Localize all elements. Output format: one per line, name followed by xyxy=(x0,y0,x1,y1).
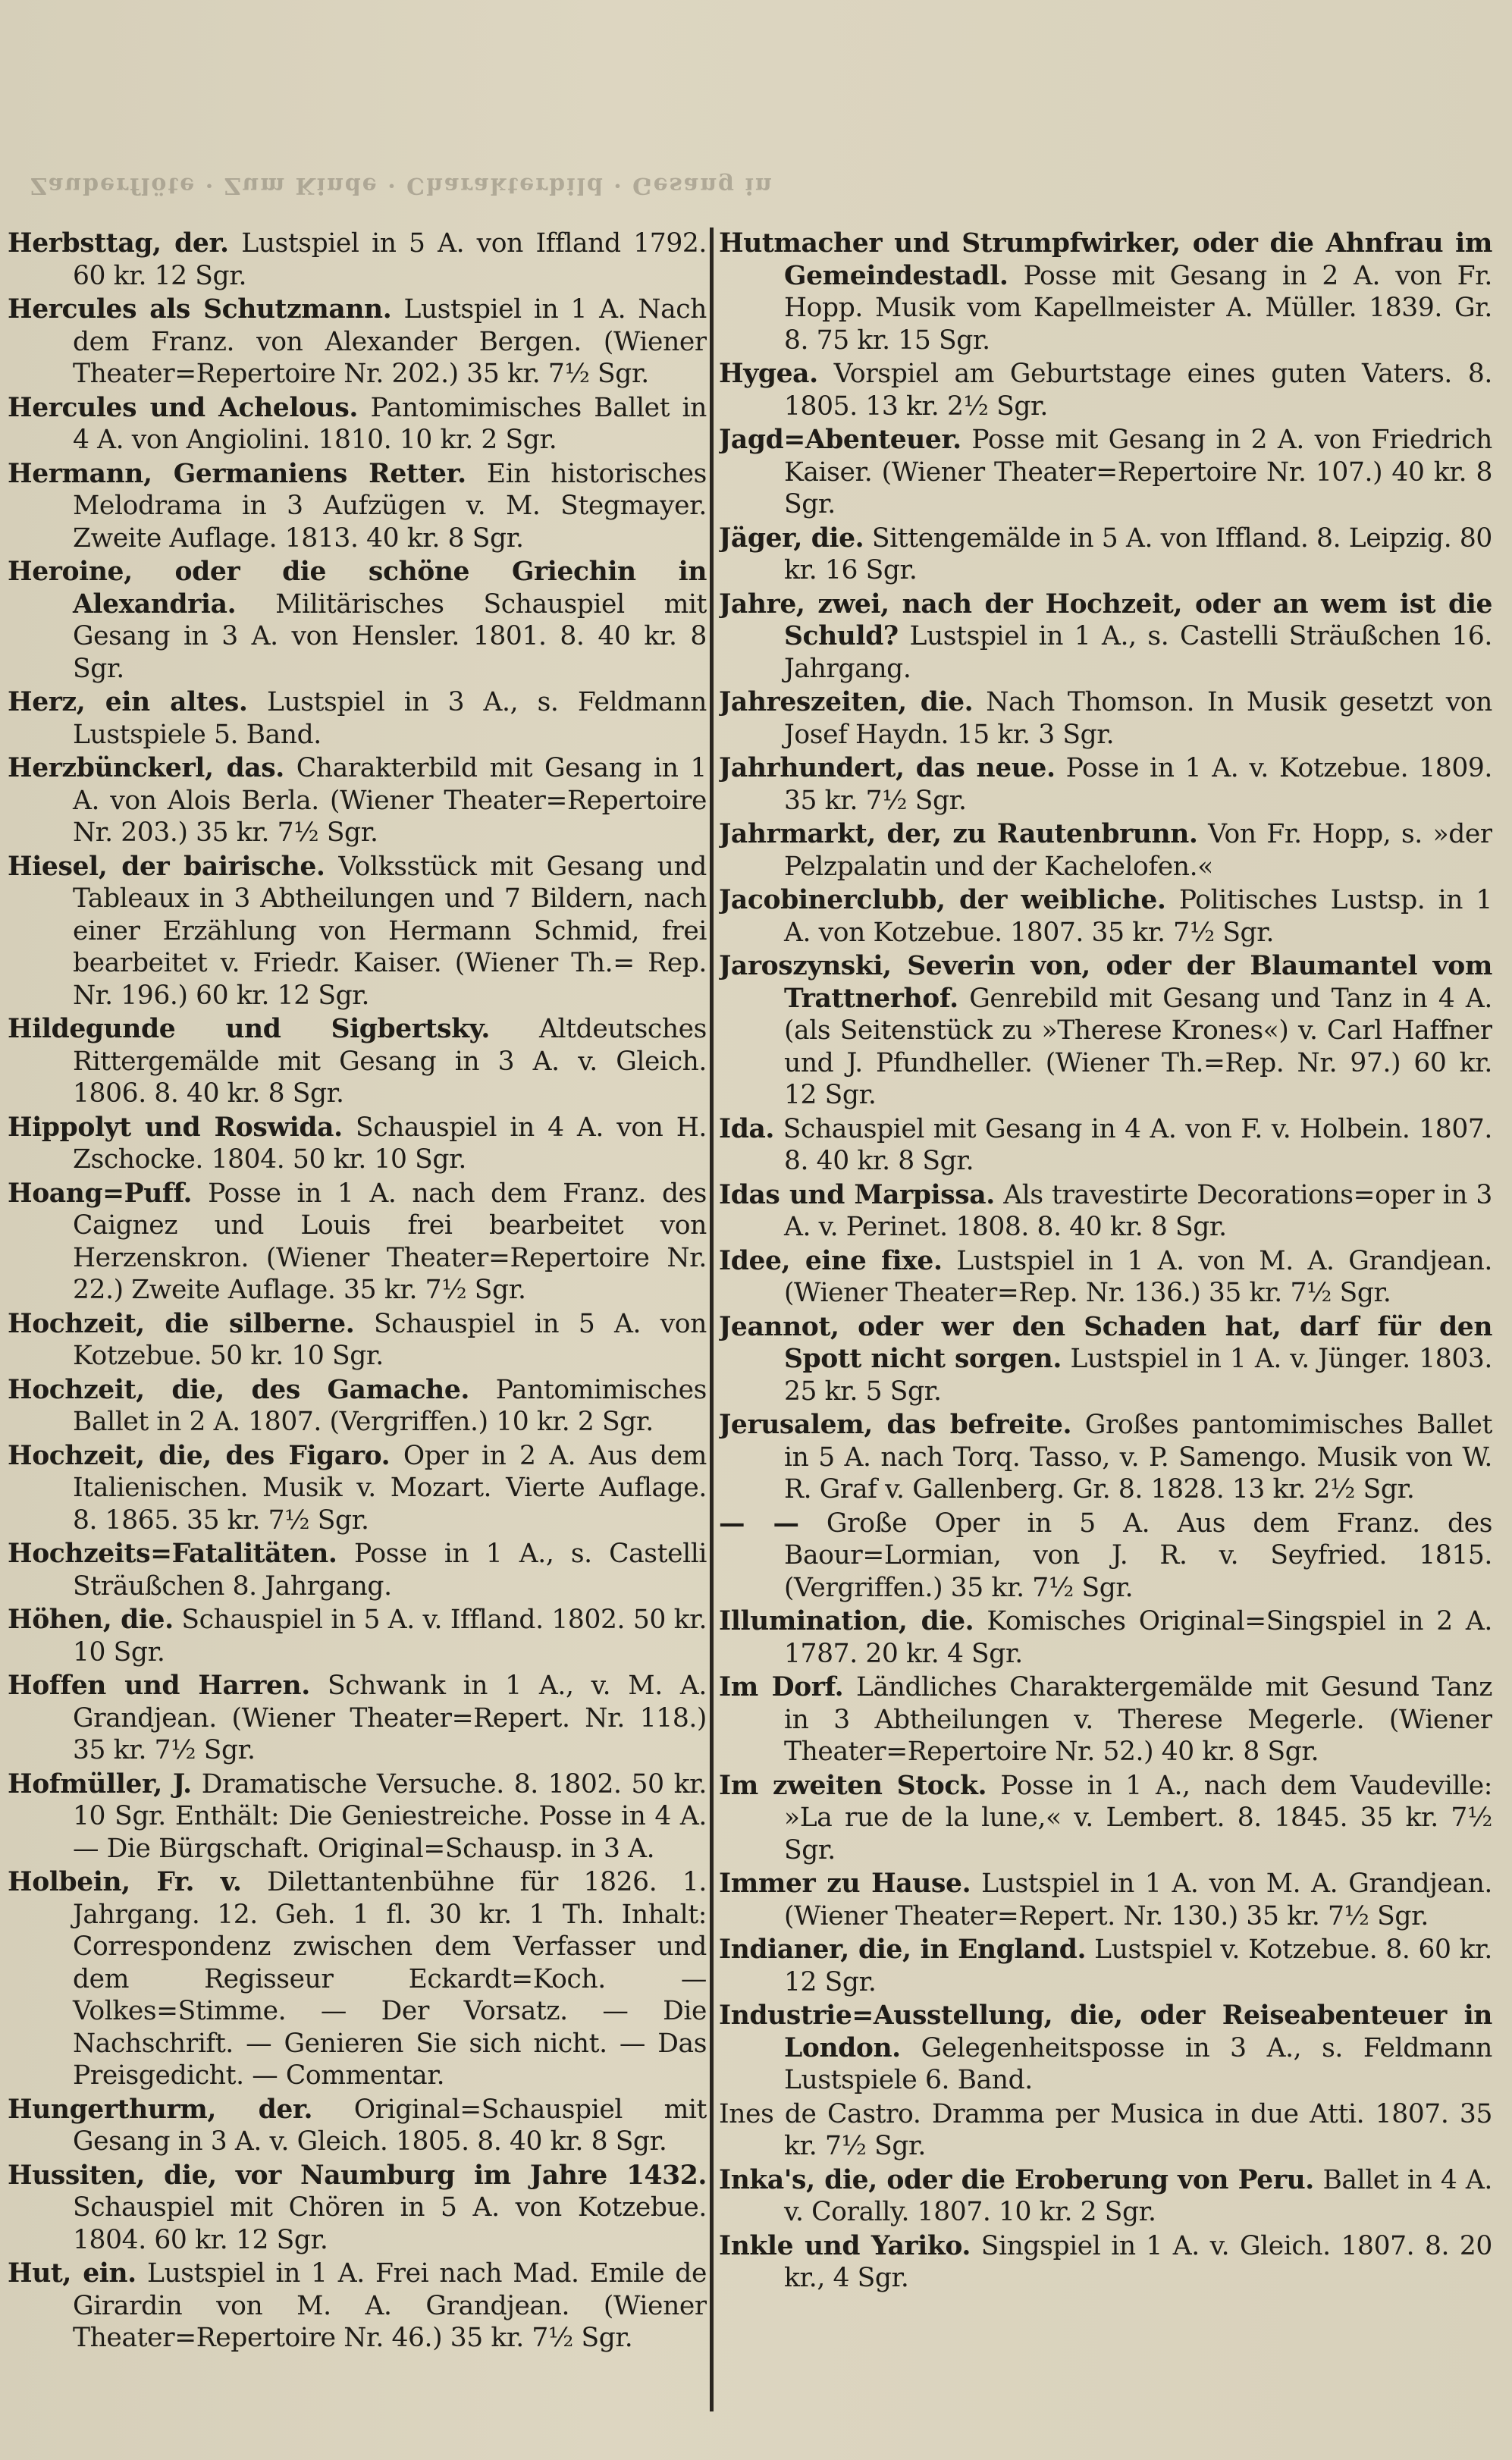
entry-description: Großes pantomimisches Ballet in 5 A. nach Torq. Tasso, v. P. Samengo. Musik von W. R. Graf v. Gallenberg. Gr. 8. 1828. 13 kr. 2½ Sgr. xyxy=(784,1410,1492,1505)
catalog-entry xyxy=(8,1440,707,1537)
entry-headword: Hippolyt und Roswida. xyxy=(8,1112,343,1143)
entry-headword: Hut, ein. xyxy=(8,2258,136,2289)
entry-description: Sittengemälde in 5 A. von Iffland. 8. Leipzig. 80 kr. 16 Sgr. xyxy=(784,522,1492,585)
entry-headword: Hutmacher und Strumpfwirker, oder die Ahnfrau im Gemeindestadl. xyxy=(719,228,1492,291)
running-head-bleedthrough: Zauberflöte · Zum Kinde · Charakterbild · Gesang in xyxy=(30,172,773,199)
catalog-entry xyxy=(8,851,707,1012)
entry-headword: Jahre, zwei, nach der Hochzeit, oder an wem ist die Schuld? xyxy=(719,588,1492,651)
entry-headword: Hussiten, die, vor Naumburg im Jahre 1432. xyxy=(8,2160,707,2191)
entry-headword: Immer zu Hause. xyxy=(719,1869,971,1899)
entry-description: Schauspiel in 5 A. von Kotzebue. 50 kr. 10 Sgr. xyxy=(73,1308,707,1371)
catalog-entry xyxy=(8,686,707,751)
catalog-entry xyxy=(719,1179,1492,1244)
catalog-entry xyxy=(719,588,1492,686)
catalog-entry xyxy=(8,2094,707,2158)
catalog-entry xyxy=(719,1770,1492,1867)
entry-headword: Jahreszeiten, die. xyxy=(719,687,974,717)
entry-headword: Industrie=Ausstellung, die, oder Reiseabenteuer in London. xyxy=(719,2000,1492,2063)
catalog-entry xyxy=(8,1538,707,1602)
entry-headword: Idee, eine fixe. xyxy=(719,1245,943,1276)
catalog-entry xyxy=(719,1409,1492,1506)
catalog-entry xyxy=(719,424,1492,521)
entry-headword: Hercules als Schutzmann. xyxy=(8,294,392,325)
catalog-entry xyxy=(8,1013,707,1110)
catalog-entry xyxy=(8,752,707,849)
entry-description: Lustspiel in 1 A., s. Castelli Sträußchen 16. Jahrgang. xyxy=(784,621,1492,684)
entry-headword: Im zweiten Stock. xyxy=(719,1770,987,1801)
entry-description: Lustspiel in 3 A., s. Feldmann Lustspiele 5. Band. xyxy=(73,687,707,750)
entry-headword: Jacobinerclubb, der weibliche. xyxy=(719,885,1166,915)
catalog-entry xyxy=(719,752,1492,817)
entry-description: Lustspiel in 1 A. von M. A. Grandjean. (Wiener Theater=Repert. Nr. 130.) 35 kr. 7½ Sgr. xyxy=(784,1869,1492,1931)
entry-headword: Hochzeit, die, des Gamache. xyxy=(8,1374,470,1405)
entry-headword: Jahrmarkt, der, zu Rautenbrunn. xyxy=(719,819,1198,849)
right-column xyxy=(719,227,1492,2396)
catalog-entry xyxy=(8,227,707,292)
entry-headword: Illumination, die. xyxy=(719,1606,974,1636)
catalog-entry xyxy=(719,686,1492,751)
entry-description: Dramatische Versuche. 8. 1802. 50 kr. 10 Sgr. Enthält: Die Geniestreiche. Posse in 4 A. — Die Bürgschaft. Original=Schausp. in 3 A. xyxy=(73,1768,707,1864)
entry-headword: Herzbünckerl, das. xyxy=(8,753,284,783)
entry-description: Ein historisches Melodrama in 3 Aufzügen v. M. Stegmayer. Zweite Auflage. 1813. 40 kr. 8 Sgr. xyxy=(73,458,707,554)
entry-headword: Hiesel, der bairische. xyxy=(8,851,325,882)
catalog-entry xyxy=(719,1605,1492,1670)
entry-description: Schwank in 1 A., v. M. A. Grandjean. (Wiener Theater=Repert. Nr. 118.) 35 kr. 7½ Sgr. xyxy=(73,1671,707,1765)
catalog-entry xyxy=(719,2164,1492,2229)
entry-description: Posse in 1 A. v. Kotzebue. 1809. 35 kr. 7½ Sgr. xyxy=(784,753,1492,816)
catalog-entry xyxy=(8,392,707,457)
entry-description: Politisches Lustsp. in 1 A. von Kotzebue. 1807. 35 kr. 7½ Sgr. xyxy=(784,885,1492,948)
catalog-entry xyxy=(719,2098,1492,2163)
entry-description: Schauspiel in 4 A. von H. Zschocke. 1804. 50 kr. 10 Sgr. xyxy=(73,1112,707,1175)
entry-description: Posse mit Gesang in 2 A. von Friedrich Kaiser. (Wiener Theater=Repertoire Nr. 107.) 40 kr. 8 Sgr. xyxy=(784,425,1492,519)
entry-description: Lustspiel in 1 A. von M. A. Grandjean. (Wiener Theater=Rep. Nr. 136.) 35 kr. 7½ Sgr. xyxy=(784,1245,1492,1308)
entry-headword: Hildegunde und Sigbertsky. xyxy=(8,1014,490,1044)
entry-headword: Indianer, die, in England. xyxy=(719,1934,1087,1965)
entry-description: Original=Schauspiel mit Gesang in 3 A. v. Gleich. 1805. 8. 40 kr. 8 Sgr. xyxy=(73,2094,707,2157)
catalog-entry xyxy=(719,1934,1492,1998)
catalog-entry xyxy=(719,818,1492,883)
entry-description: Ländliches Charaktergemälde mit Gesund Tanz in 3 Abtheilungen v. Therese Megerle. (Wiener Theater=Repertoire Nr. 52.) 40 kr. 8 Sgr. xyxy=(784,1672,1492,1767)
entry-description: Lustspiel in 1 A. Nach dem Franz. von Alexander Bergen. (Wiener Theater=Repertoire Nr. 202.) 35 kr. 7½ Sgr. xyxy=(73,294,707,389)
entry-headword: Jäger, die. xyxy=(719,522,864,554)
catalog-entry xyxy=(8,2160,707,2257)
catalog-entry xyxy=(8,1112,707,1176)
catalog-entry xyxy=(8,1670,707,1767)
entry-description: Große Oper in 5 A. Aus dem Franz. des Baour=Lormian, von J. R. v. Seyfried. 1815. (Vergriffen.) 35 kr. 7½ Sgr. xyxy=(784,1508,1492,1603)
entry-description: Altdeutsches Rittergemälde mit Gesang in 3 A. v. Gleich. 1806. 8. 40 kr. 8 Sgr. xyxy=(73,1014,707,1109)
entry-description: Lustspiel in 5 A. von Iffland 1792. 60 kr. 12 Sgr. xyxy=(73,228,707,291)
entry-headword: Heroine, oder die schöne Griechin in Alexandria. xyxy=(8,557,707,620)
entry-headword: Hungerthurm, der. xyxy=(8,2094,313,2125)
entry-headword: Hofmüller, J. xyxy=(8,1768,192,1800)
entry-description: Als travestirte Decorations=oper in 3 A. v. Perinet. 1808. 8. 40 kr. 8 Sgr. xyxy=(784,1179,1492,1242)
entry-description: Charakterbild mit Gesang in 1 A. von Alois Berla. (Wiener Theater=Repertoire Nr. 203.) 35 kr. 7½ Sgr. xyxy=(73,753,707,848)
entry-description: Lustspiel v. Kotzebue. 8. 60 kr. 12 Sgr. xyxy=(784,1934,1492,1997)
entry-headword: Hoang=Puff. xyxy=(8,1178,193,1209)
entry-description: Schauspiel mit Gesang in 4 A. von F. v. Holbein. 1807. 8. 40 kr. 8 Sgr. xyxy=(783,1113,1492,1176)
entry-description: Lustspiel in 1 A. v. Jünger. 1803. 25 kr. 5 Sgr. xyxy=(784,1344,1492,1407)
entry-headword: Holbein, Fr. v. xyxy=(8,1867,242,1897)
entry-description: Schauspiel in 5 A. v. Iffland. 1802. 50 kr. 10 Sgr. xyxy=(73,1605,707,1668)
catalog-entry xyxy=(8,293,707,391)
entry-description: Pantomimisches Ballet in 2 A. 1807. (Vergriffen.) 10 kr. 2 Sgr. xyxy=(73,1374,707,1437)
catalog-entry xyxy=(8,1308,707,1373)
catalog-entry xyxy=(719,2230,1492,2295)
entry-headword: Inkle und Yariko. xyxy=(719,2230,971,2261)
entry-headword: Inka's, die, oder die Eroberung von Peru. xyxy=(719,2164,1314,2195)
entry-description: Ines de Castro. Dramma per Musica in due Atti. 1807. 35 kr. 7½ Sgr. xyxy=(719,2098,1492,2161)
entry-description: Komisches Original=Singspiel in 2 A. 1787. 20 kr. 4 Sgr. xyxy=(784,1606,1492,1669)
entry-description: Posse mit Gesang in 2 A. von Fr. Hopp. Musik vom Kapellmeister A. Müller. 1839. Gr. 8. 75 kr. 15 Sgr. xyxy=(784,260,1492,356)
entry-headword: Höhen, die. xyxy=(8,1605,174,1635)
catalog-entry xyxy=(719,2000,1492,2097)
entry-headword: Hochzeit, die, des Figaro. xyxy=(8,1440,391,1471)
entry-headword: Jeannot, oder wer den Schaden hat, darf für den Spott nicht sorgen. xyxy=(719,1311,1492,1374)
catalog-entry xyxy=(719,1671,1492,1768)
catalog-entry xyxy=(719,1311,1492,1408)
entry-description: Dilettantenbühne für 1826. 1. Jahrgang. 12. Geh. 1 fl. 30 kr. 1 Th. Inhalt: Correspondenz zwischen dem Verfasser und dem Regisseur Eckardt=Koch. — Volkes=Stimme. — Der Vorsatz. — Die Nachschrift. — Genieren Sie sich nicht. — Das Preisgedicht. — Commentar. xyxy=(73,1867,707,2091)
catalog-entry xyxy=(8,1604,707,1668)
entry-description: Singspiel in 1 A. v. Gleich. 1807. 8. 20 kr., 4 Sgr. xyxy=(784,2230,1492,2293)
catalog-entry xyxy=(719,1868,1492,1932)
entry-headword: Jerusalem, das befreite. xyxy=(719,1410,1072,1440)
catalog-entry xyxy=(719,522,1492,587)
catalog-entry xyxy=(719,1508,1492,1605)
catalog-entry xyxy=(719,1113,1492,1178)
entry-headword: Hochzeit, die silberne. xyxy=(8,1308,355,1339)
left-column xyxy=(8,227,707,2396)
entry-description: Militärisches Schauspiel mit Gesang in 3 A. von Hensler. 1801. 8. 40 kr. 8 Sgr. xyxy=(73,588,707,684)
entry-headword: Idas und Marpissa. xyxy=(719,1179,995,1210)
catalog-entry xyxy=(8,1866,707,2092)
entry-headword: Jahrhundert, das neue. xyxy=(719,753,1056,783)
entry-headword: Ida. xyxy=(719,1113,775,1144)
catalog-entry xyxy=(8,458,707,555)
catalog-entry xyxy=(719,884,1492,949)
entry-description: Von Fr. Hopp, s. »der Pelzpalatin und der Kachelofen.« xyxy=(784,819,1492,882)
entry-headword: Hercules und Achelous. xyxy=(8,392,358,423)
entry-headword: — — xyxy=(719,1508,799,1539)
entry-headword: Hygea. xyxy=(719,359,818,389)
catalog-entry xyxy=(719,358,1492,422)
entry-headword: Hoffen und Harren. xyxy=(8,1671,310,1701)
entry-description: Ballet in 4 A. v. Corally. 1807. 10 kr. 2 Sgr. xyxy=(784,2164,1492,2227)
entry-description: Posse in 1 A. nach dem Franz. des Caignez und Louis frei bearbeitet von Herzenskron. (Wiener Theater=Repertoire Nr. 22.) Zweite Auflage. 35 kr. 7½ Sgr. xyxy=(73,1178,707,1305)
catalog-entry xyxy=(8,1768,707,1865)
entry-headword: Im Dorf. xyxy=(719,1672,844,1702)
entry-description: Lustspiel in 1 A. Frei nach Mad. Emile de Girardin von M. A. Grandjean. (Wiener Theater=Repertoire Nr. 46.) 35 kr. 7½ Sgr. xyxy=(73,2258,707,2353)
entry-description: Nach Thomson. In Musik gesetzt von Josef Haydn. 15 kr. 3 Sgr. xyxy=(784,687,1492,750)
catalog-entry xyxy=(8,1374,707,1439)
entry-headword: Jagd=Abenteuer. xyxy=(719,425,961,455)
entry-headword: Herbsttag, der. xyxy=(8,228,229,259)
entry-description: Vorspiel am Geburtstage eines guten Vaters. 8. 1805. 13 kr. 2½ Sgr. xyxy=(784,359,1492,422)
catalog-entry xyxy=(8,1178,707,1307)
catalog-entry xyxy=(719,950,1492,1112)
entry-description: Posse in 1 A., s. Castelli Sträußchen 8. Jahrgang. xyxy=(73,1539,707,1602)
catalog-entry xyxy=(8,2258,707,2355)
entry-description: Schauspiel mit Chören in 5 A. von Kotzebue. 1804. 60 kr. 12 Sgr. xyxy=(73,2192,707,2255)
entry-description: Pantomimisches Ballet in 4 A. von Angiolini. 1810. 10 kr. 2 Sgr. xyxy=(73,392,707,455)
entry-description: Genrebild mit Gesang und Tanz in 4 A. (als Seitenstück zu »Therese Krones«) v. Carl Haffner und J. Pfundheller. (Wiener Th.=Rep. Nr. 97.) 60 kr. 12 Sgr. xyxy=(784,983,1492,1110)
entry-description: Gelegenheitsposse in 3 A., s. Feldmann Lustspiele 6. Band. xyxy=(784,2032,1492,2095)
column-divider xyxy=(710,227,714,2411)
entry-headword: Jaroszynski, Severin von, oder der Blaumantel vom Trattnerhof. xyxy=(719,951,1492,1014)
entry-headword: Hermann, Germaniens Retter. xyxy=(8,458,466,489)
entry-description: Volksstück mit Gesang und Tableaux in 3 Abtheilungen und 7 Bildern, nach einer Erzählung von Hermann Schmid, frei bearbeitet v. Friedr. Kaiser. (Wiener Th.= Rep. Nr. 196.) 60 kr. 12 Sgr. xyxy=(73,851,707,1011)
catalog-entry xyxy=(8,556,707,685)
entry-description: Oper in 2 A. Aus dem Italienischen. Musik v. Mozart. Vierte Auflage. 8. 1865. 35 kr. 7½ Sgr. xyxy=(73,1440,707,1536)
entry-description: Posse in 1 A., nach dem Vaudeville: »La rue de la lune,« v. Lembert. 8. 1845. 35 kr. 7½ Sgr. xyxy=(784,1770,1492,1865)
catalog-entry xyxy=(719,1245,1492,1310)
catalog-entry xyxy=(719,227,1492,356)
entry-headword: Hochzeits=Fatalitäten. xyxy=(8,1539,337,1569)
entry-headword: Herz, ein altes. xyxy=(8,687,248,717)
